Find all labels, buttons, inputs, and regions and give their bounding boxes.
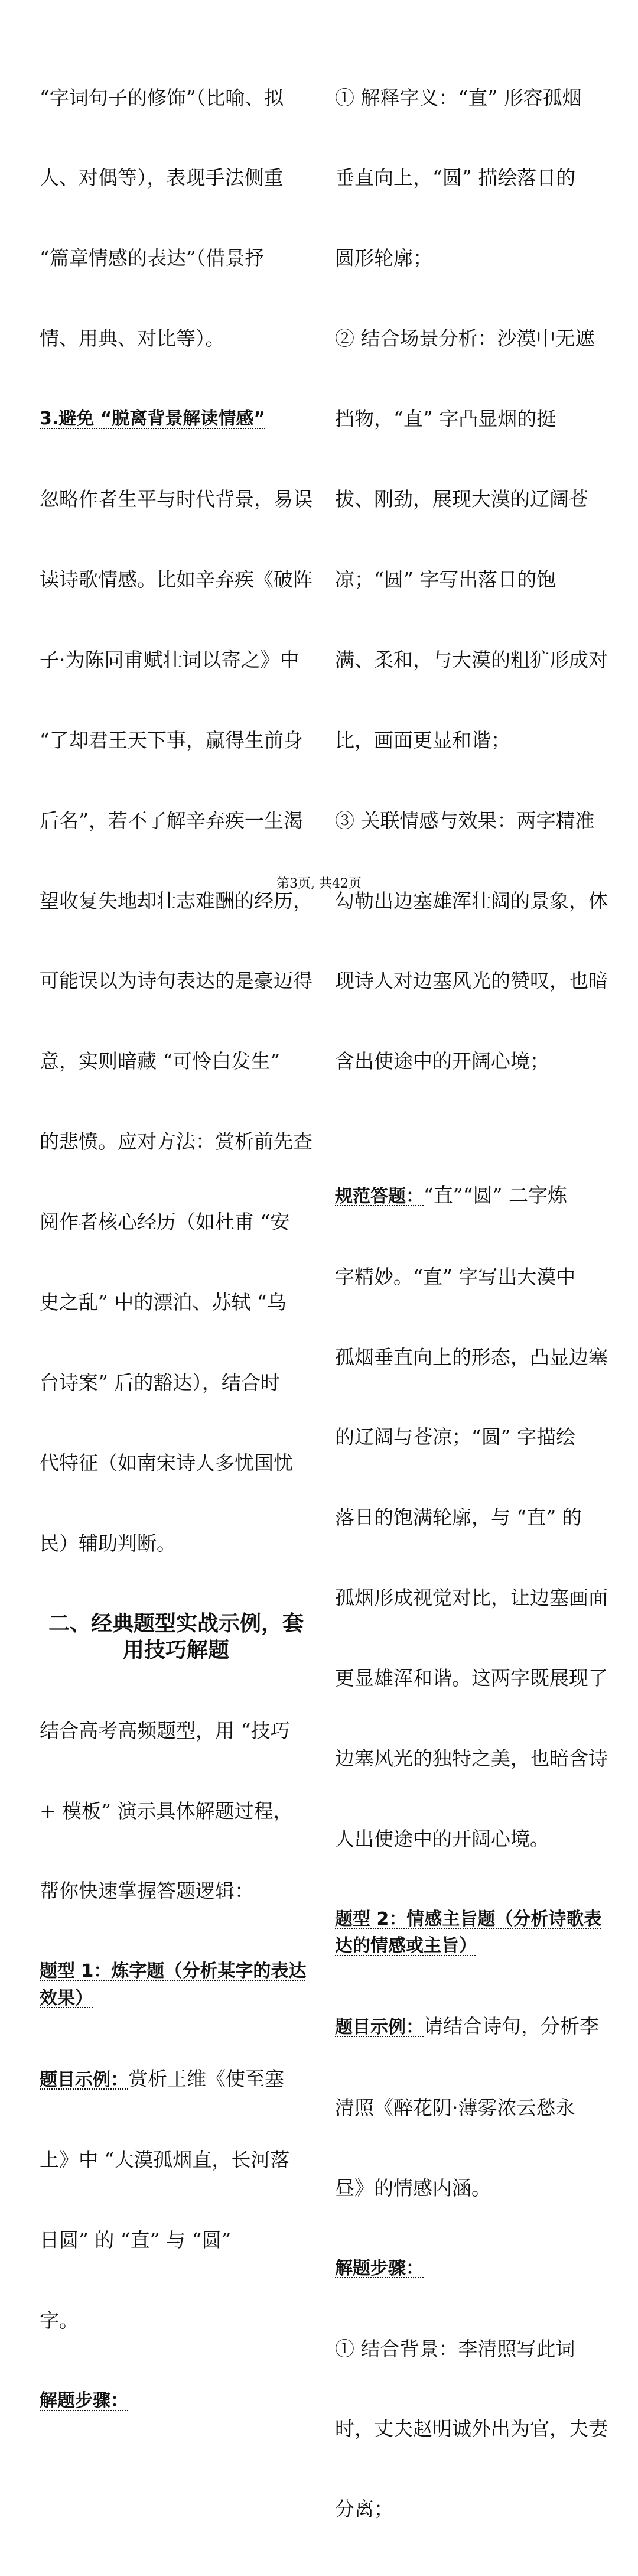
text-line: 拔、刚劲，展现大漠的辽阔苍: [335, 488, 588, 511]
text-line: 比，画面更显和谐；: [335, 728, 510, 752]
text-line: 分离；: [335, 2497, 393, 2521]
text-line: 上》中 “大漠孤烟直，长河落: [40, 2148, 290, 2172]
text-line: 请结合诗句，分析李: [424, 2014, 599, 2038]
text-line: 落日的饱满轮廓，与 “直” 的: [335, 1506, 582, 1529]
text-line: 子·为陈同甫赋壮词以寄之》中: [40, 648, 300, 671]
text-line: 孤烟形成视觉对比，让边塞画面: [335, 1586, 608, 1610]
text-line: 现诗人对边塞风光的赞叹，也暗: [335, 969, 608, 993]
example-label: 题目示例：: [335, 2016, 424, 2038]
text-line: 满、柔和，与大漠的粗犷形成对: [335, 648, 608, 671]
section-title-line: 二、经典题型实战示例，套: [48, 1611, 304, 1636]
title-line: 题型 2：情感主旨题（分析诗歌表: [335, 1908, 602, 1929]
left-column: [40, 31, 313, 2414]
text-line: + 模板” 演示具体解题过程，: [40, 1799, 293, 1823]
text-line: 含出使途中的开阔心境；: [335, 1050, 549, 1073]
steps-label: 解题步骤：: [40, 2390, 128, 2412]
text-line: 后名”，若不了解辛弃疾一生渴: [40, 808, 303, 832]
text-line: 挡物，“直” 字凸显烟的挺: [335, 407, 556, 431]
text-line: 的辽阔与苍凉；“圆” 字描绘: [335, 1425, 576, 1449]
text-line: ① 解释字义：“直” 形容孤烟: [335, 86, 582, 109]
text-line: 圆形轮廓；: [335, 246, 432, 270]
text-line: 读诗歌情感。比如辛弃疾《破阵: [40, 567, 313, 591]
answer-label: 规范答题：: [335, 1185, 424, 1207]
section-title-line: 用技巧解题: [122, 1638, 229, 1662]
solution-steps-2: [335, 2282, 608, 2576]
text-line: 边塞风光的独特之美，也暗含诗: [335, 1747, 608, 1770]
text-line: “了却君王天下事，赢得生前身: [40, 728, 303, 752]
text-line: 字精妙。“直” 字写出大漠中: [335, 1265, 576, 1288]
text-line: 的悲愤。应对方法：赏析前先查: [40, 1130, 313, 1154]
text-line: 结合高考高频题型，用 “技巧: [40, 1719, 290, 1742]
text-line: 人、对偶等），表现手法侧重: [40, 166, 284, 190]
solution-steps: [335, 31, 608, 1128]
text-line: 意，实则暗藏 “可怜白发生”: [40, 1050, 281, 1073]
question-type-2-title: [335, 1906, 608, 1960]
text-line: “篇章情感的表达”（借景抒: [40, 246, 265, 270]
text-line: 民）辅助判断。: [40, 1531, 176, 1555]
text-line: 帮你快速掌握答题逻辑：: [40, 1879, 254, 1903]
right-column: [335, 31, 608, 2576]
text-line: 字。: [40, 2309, 79, 2333]
text-line: 望收复失地却壮志难酬的经历，: [40, 889, 313, 912]
text-line: 人出使途中的开阔心境。: [335, 1827, 549, 1850]
text-line: “直”“圆” 二字炼: [424, 1183, 567, 1207]
text-line: 清照《醉花阴·薄雾浓云愁永: [335, 2096, 575, 2119]
text-line: ③ 关联情感与效果：两字精准: [335, 808, 595, 832]
text-line: ① 结合背景：李清照写此词: [335, 2337, 575, 2360]
paragraph-intro: [40, 1664, 313, 1958]
subheading-avoid-misreading: 3.避免 “脱离背景解读情感”: [40, 408, 266, 430]
text-line: 日圆” 的 “直” 与 “圆”: [40, 2229, 232, 2252]
text-line: 孤烟垂直向上的形态，凸显边塞: [335, 1345, 608, 1369]
question-example: [40, 2012, 313, 2387]
title-line: 效果）: [40, 1987, 93, 2009]
text-line: 更显雄浑和谐。这两字既展现了: [335, 1667, 608, 1690]
steps-label: 解题步骤：: [335, 2257, 424, 2279]
text-line: 勾勒出边塞雄浑壮阔的景象，体: [335, 889, 608, 912]
title-line: 题型 1：炼字题（分析某字的表达: [40, 1961, 307, 1982]
text-line: 代特征（如南宋诗人多忧国忧: [40, 1451, 293, 1474]
text-line: “字词句子的修饰”（比喻、拟: [40, 86, 284, 109]
text-line: 史之乱” 中的漂泊、苏轼 “乌: [40, 1290, 287, 1314]
text-line: 凉；“圆” 字写出落日的饱: [335, 567, 556, 591]
question-type-1-title: [40, 1958, 313, 2012]
text-line: 昼》的情感内涵。: [335, 2176, 491, 2200]
section-title: [40, 1610, 313, 1664]
standard-answer: [335, 1128, 608, 1906]
text-line: 赏析王维《使至塞: [128, 2067, 284, 2090]
text-line: 情、用典、对比等）。: [40, 327, 225, 350]
example-label: 题目示例：: [40, 2069, 128, 2090]
paragraph-techniques: [40, 31, 313, 405]
text-line: 时，丈夫赵明诚外出为官，夫妻: [335, 2417, 608, 2441]
text-line: 台诗案” 后的豁达），结合时: [40, 1370, 280, 1394]
title-line: 达的情感或主旨）: [335, 1935, 477, 1957]
text-line: 忽略作者生平与时代背景，易误: [40, 488, 313, 511]
text-line: 垂直向上，“圆” 描绘落日的: [335, 166, 576, 190]
paragraph-background: [40, 432, 313, 1610]
text-line: ② 结合场景分析：沙漠中无遮: [335, 327, 595, 350]
question-example: [335, 1959, 608, 2255]
text-line: 阅作者核心经历（如杜甫 “安: [40, 1210, 290, 1234]
page-number: 第3页, 共42页: [276, 876, 362, 891]
text-line: 可能误以为诗句表达的是豪迈得: [40, 969, 313, 993]
